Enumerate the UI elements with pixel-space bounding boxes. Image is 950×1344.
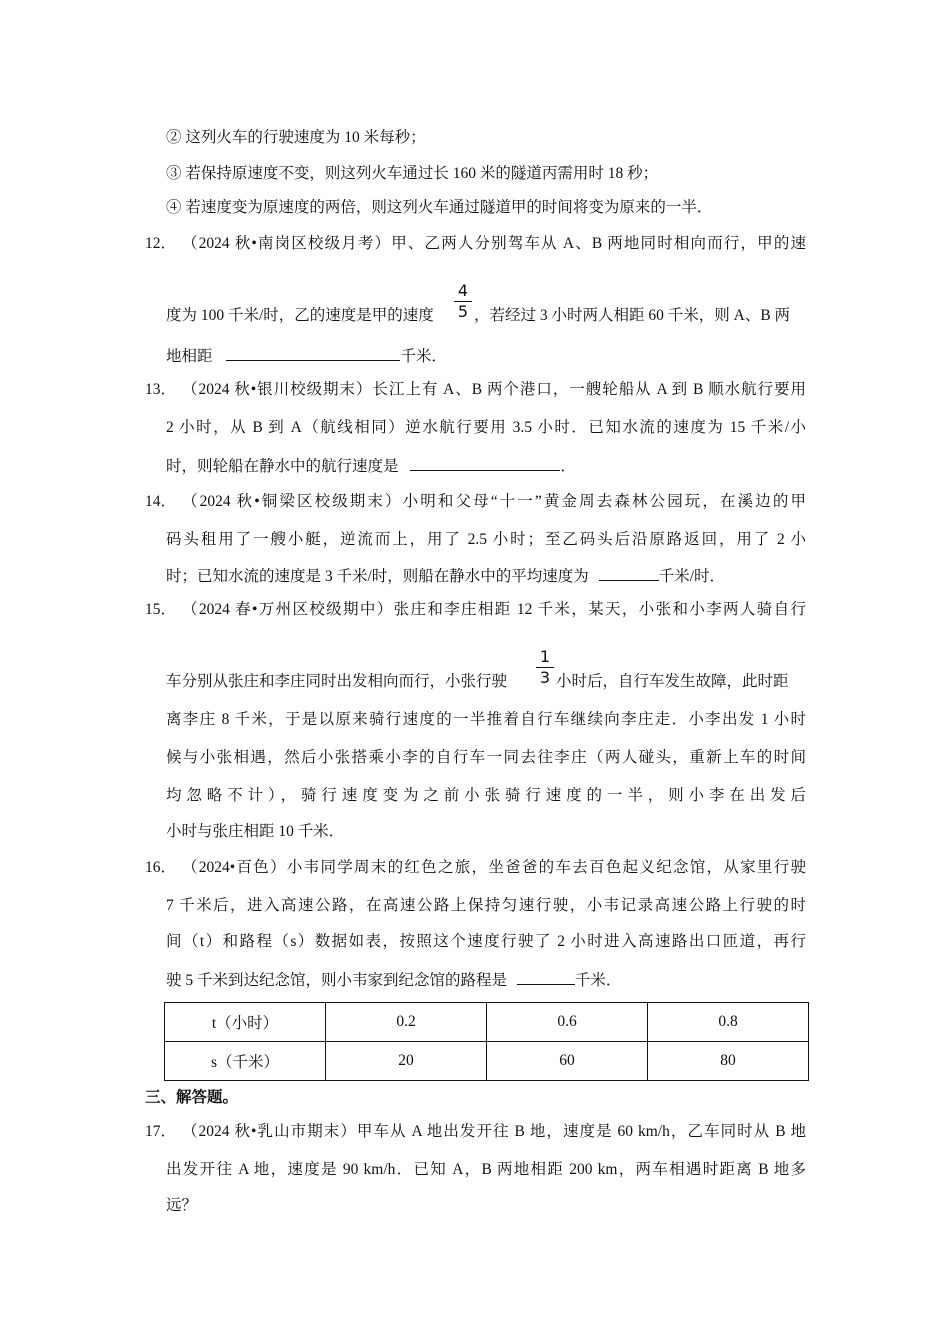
q14-line-3 xyxy=(166,566,725,587)
q17-line-1: （2024 秋•乳山市期末）甲车从 A 地出发开往 B 地，速度是 60 km/h，乙车同时从 B 地 xyxy=(182,1123,806,1140)
q13-line-2: 2 小时，从 B 到 A（航线相同）逆水航行要用 3.5 小时．已知水流的速度为 15 千米/小 xyxy=(166,419,806,436)
table-cell: 80 xyxy=(648,1042,809,1081)
q12-line-2a: 度为 100 千米/时，乙的速度是甲的速度 xyxy=(166,307,434,324)
question-number: 15． xyxy=(145,601,177,618)
answer-blank[interactable] xyxy=(410,456,560,471)
time-distance-table xyxy=(164,1002,809,1081)
q17-line-2: 出发开往 A 地，速度是 90 km/h．已知 A，B 两地相距 200 km，两车相遇时距离 B 地多 xyxy=(166,1161,806,1178)
q12-line-3-text: 地相距 xyxy=(166,348,213,365)
section-heading: 三、解答题。 xyxy=(145,1089,239,1106)
q16-unit: 千米． xyxy=(574,972,622,989)
q11-item-3: ③ 若保持原速度不变，则这列火车通过长 160 米的隧道丙需用时 18 秒； xyxy=(166,165,659,182)
q13-line-3 xyxy=(166,456,576,477)
table-header-cell: t（小时） xyxy=(165,1003,326,1042)
q16-line-4 xyxy=(166,970,621,991)
table-cell: 0.2 xyxy=(326,1003,487,1042)
q12-unit: 千米． xyxy=(400,348,447,365)
table-cell: 0.8 xyxy=(648,1003,809,1042)
answer-blank[interactable] xyxy=(517,970,575,985)
q15-line-4: 候与小张相遇，然后小张搭乘小李的自行车一同去往李庄（两人碰头，重新上车的时间 xyxy=(166,749,806,766)
question-number: 16． xyxy=(145,859,177,876)
q15-line-1: （2024 春•万州区校级期中）张庄和李庄相距 12 千米，某天，小张和小李两人骑自行 xyxy=(182,601,806,618)
q16-line-1: （2024•百色）小韦同学周末的红色之旅，坐爸爸的车去百色起义纪念馆，从家里行驶 xyxy=(182,859,806,876)
fraction-numerator: 1 xyxy=(539,647,551,666)
q12-line-3 xyxy=(166,346,447,367)
q15-line-2b: 小时后，自行车发生故障，此时距 xyxy=(556,673,789,690)
fraction-four-fifths xyxy=(454,282,472,321)
answer-blank[interactable] xyxy=(599,566,659,581)
fraction-denominator: 5 xyxy=(457,302,469,321)
q16-line-3: 间（t）和路程（s）数据如表，按照这个速度行驶了 2 小时进入高速路出口匝道，再行 xyxy=(166,933,806,950)
question-number: 14． xyxy=(145,493,177,510)
q16-line-2: 7 千米后，进入高速公路，在高速公路上保持匀速行驶，小韦记录高速公路上行驶的时 xyxy=(166,897,806,914)
q14-line-1: （2024 秋•铜梁区校级期末）小明和父母“十一”黄金周去森林公园玩，在溪边的甲 xyxy=(182,493,806,510)
q13-line-3-text: 时，则轮船在静水中的航行速度是 xyxy=(166,458,399,475)
question-number: 17． xyxy=(145,1123,177,1140)
table-cell: 0.6 xyxy=(487,1003,648,1042)
fraction-denominator: 3 xyxy=(539,668,551,687)
q14-line-3-text: 时；已知水流的速度是 3 千米/时，则船在静水中的平均速度为 xyxy=(166,568,589,585)
q13-end: ． xyxy=(560,458,576,475)
table-cell: 20 xyxy=(326,1042,487,1081)
q15-line-6: 小时与张庄相距 10 千米． xyxy=(166,823,345,840)
q14-unit: 千米/时． xyxy=(658,568,725,585)
table-row xyxy=(165,1003,809,1042)
fraction-one-third xyxy=(536,648,554,687)
q15-line-2a: 车分别从张庄和李庄同时出发相向而行，小张行驶 xyxy=(166,673,508,690)
table-row xyxy=(165,1042,809,1081)
q13-line-1: （2024 秋•银川校级期末）长江上有 A、B 两个港口，一艘轮船从 A 到 B 顺水航行要用 xyxy=(182,381,806,398)
fraction-numerator: 4 xyxy=(457,281,469,300)
q15-line-5: 均忽略不计），骑行速度变为之前小张骑行速度的一半，则小李在出发后 xyxy=(166,787,806,804)
answer-blank[interactable] xyxy=(226,346,400,361)
question-number: 13． xyxy=(145,381,177,398)
table-cell: 60 xyxy=(487,1042,648,1081)
question-number: 12． xyxy=(145,235,177,252)
q14-line-2: 码头租用了一艘小艇，逆流而上，用了 2.5 小时；至乙码头后沿原路返回，用了 2 小 xyxy=(166,531,806,548)
q15-line-3: 离李庄 8 千米，于是以原来骑行速度的一半推着自行车继续向李庄走．小李出发 1 小时 xyxy=(166,711,806,728)
q17-line-3: 远？ xyxy=(166,1197,198,1214)
q11-item-4: ④ 若速度变为原速度的两倍，则这列火车通过隧道甲的时间将变为原来的一半． xyxy=(166,199,713,216)
table-header-cell: s（千米） xyxy=(165,1042,326,1081)
q12-line-1: （2024 秋•南岗区校级月考）甲、乙两人分别驾车从 A、B 两地同时相向而行，甲的速 xyxy=(182,235,806,252)
q16-line-4-text: 驶 5 千米到达纪念馆，则小韦家到纪念馆的路程是 xyxy=(166,972,508,989)
q12-line-2b: ，若经过 3 小时两人相距 60 千米，则 A、B 两 xyxy=(474,307,791,324)
q11-item-2: ② 这列火车的行驶速度为 10 米每秒； xyxy=(166,129,426,146)
